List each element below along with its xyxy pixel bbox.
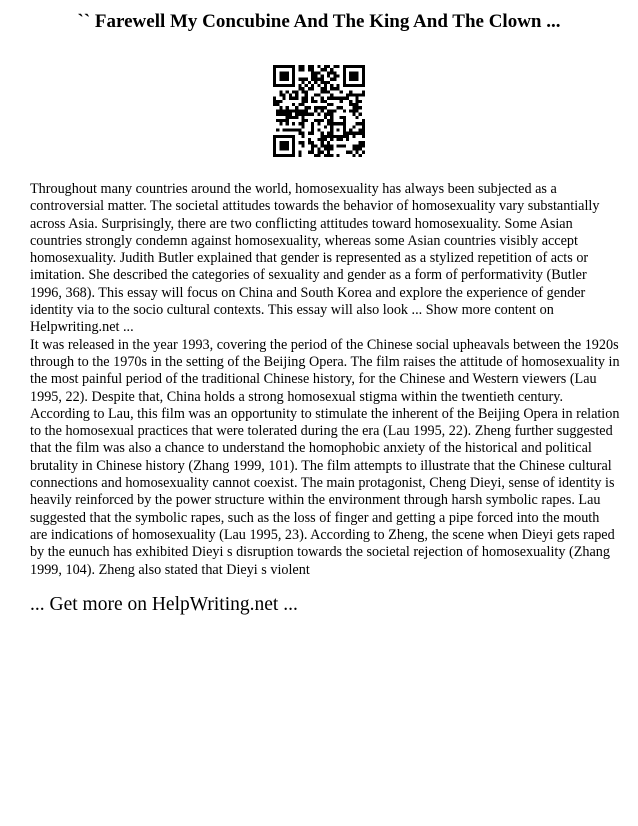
get-more-link[interactable]: ... Get more on HelpWriting.net ... [30,594,298,615]
paragraph-intro: Throughout many countries around the world, homosexuality has always been subjected as a controversial matter. The societal attitudes towards the behavior of homosexuality vary substantially across Asia. Surprisingly, there are two conflicting attitudes toward homosexuality. Some Asian countries strongly condemn against homosexuality, whereas some Asian countries visibly accept homosexuality. Judith Butler explained that gender is represented as a stylized repetition of acts or imitation. She described the categories of sexuality and gender as a form of performativity (Butler 1996, 368). This essay will focus on China and South Korea and explore the experience of gender identity via to the socio cultural contexts. This essay will also look ... Show more content on Helpwriting.net ... [30,181,600,336]
article-body [30,181,620,579]
paragraph-film: It was released in the year 1993, covering the period of the Chinese social upheavals between the 1920s through to the 1970s in the setting of the Beijing Opera. The film raises the attitude of homosexuality in the most painful period of the traditional Chinese history, for the Chinese and Western viewers (Lau 1995, 22). Despite that, China holds a strong homosexual stigma within the twentieth century. According to Lau, this film was an opportunity to stimulate the inherent of the Beijing Opera in relation to the homosexual practices that were tolerated during the era (Lau 1995, 22). Zheng further suggested that the film was also a chance to understand the homophobic anxiety of the historical and political brutality in Chinese history (Zhang 1999, 101). The film attempts to illustrate that the Chinese cultural connections and homosexuality cannot coexist. The main protagonist, Cheng Dieyi, sense of identity is heavily reinforced by the power structure within the environment through harsh symbolic rapes. Lau suggested that the symbolic rapes, such as the loss of finger and getting a pipe forced into the mouth are indications of homosexuality (Lau 1995, 23). According to Zheng, the scene when Dieyi gets raped by the eunuch has exhibited Dieyi s disruption towards the societal rejection of homosexuality (Zhang 1999, 104). Zheng also stated that Dieyi s violent [30,336,620,578]
qr-code [273,65,365,157]
page-title: `` Farewell My Concubine And The King And The Clown ... [77,11,561,32]
qr-code-icon [273,65,365,157]
